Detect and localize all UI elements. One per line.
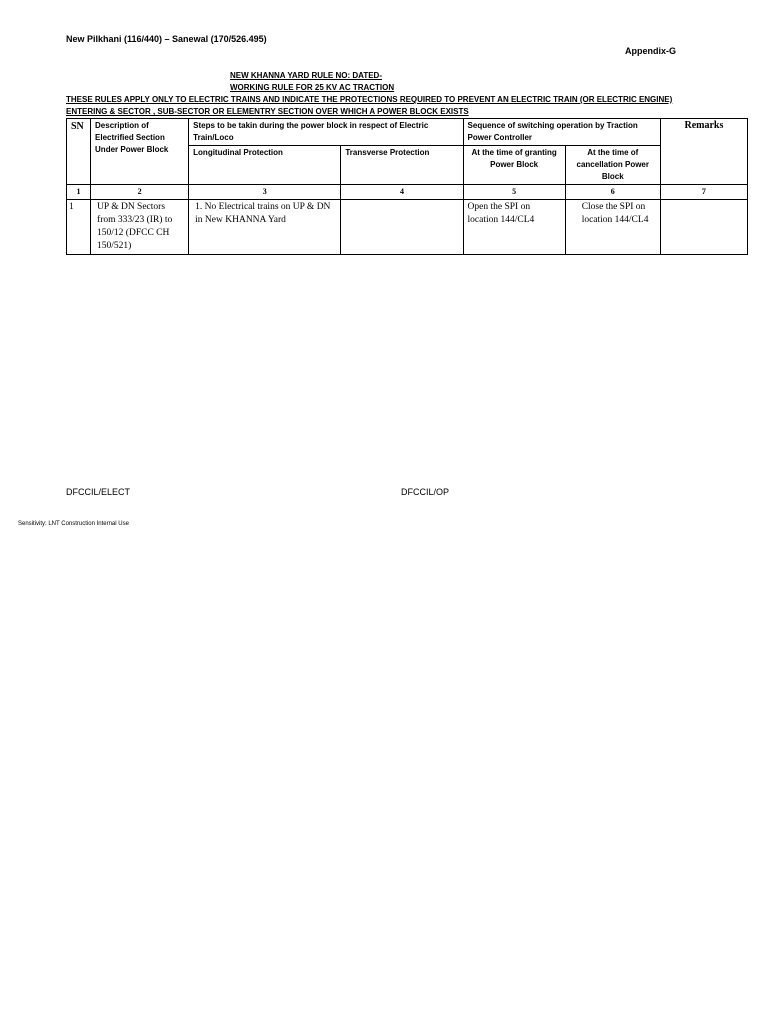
document-header-route: New Pilkhani (116/440) – Sanewal (170/526.495) [66,34,267,44]
yard-rule-title: NEW KHANNA YARD RULE NO: DATED- [230,71,382,80]
column-number: 7 [660,185,747,200]
header-transverse: Transverse Protection [341,146,463,185]
appendix-label: Appendix-G [625,46,676,56]
column-number-row [67,185,748,200]
row-description: UP & DN Sectors from 333/23 (IR) to 150/12 (DFCC CH 150/521) [91,200,189,255]
power-block-table [66,118,748,255]
rules-scope-line-1: THESE RULES APPLY ONLY TO ELECTRIC TRAINS AND INDICATE THE PROTECTIONS REQUIRED TO PREVENT AN ELECTRIC TRAIN (OR ELECTRIC ENGINE) [66,95,673,104]
header-description: Description of Electrified Section Under Power Block [91,119,189,185]
header-steps: Steps to be takin during the power block in respect of Electric Train/Loco [189,119,463,146]
working-rule-title: WORKING RULE FOR 25 KV AC TRACTION [230,83,395,92]
header-granting: At the time of granting Power Block [463,146,565,185]
column-number: 1 [67,185,91,200]
row-cancellation: Close the SPI on location 144/CL4 [565,200,660,255]
table-header-row-1 [67,119,748,146]
column-number: 4 [341,185,463,200]
header-longitudinal: Longitudinal Protection [189,146,341,185]
header-sn: SN [67,119,91,185]
row-transverse [341,200,463,255]
header-cancellation: At the time of cancellation Power Block [565,146,660,185]
sensitivity-label: Sensitivity: LNT Construction Internal Use [18,521,129,527]
column-number: 5 [463,185,565,200]
table-row [67,200,748,255]
row-longitudinal: 1. No Electrical trains on UP & DN in New KHANNA Yard [189,200,341,255]
signature-elect: DFCCIL/ELECT [66,487,131,497]
signature-op: DFCCIL/OP [401,487,450,497]
rules-scope-line-2: ENTERING & SECTOR , SUB-SECTOR OR ELEMENTRY SECTION OVER WHICH A POWER BLOCK EXISTS [66,107,469,116]
header-remarks: Remarks [660,119,747,185]
row-sn: 1 [67,200,91,255]
row-remarks [660,200,747,255]
row-granting: Open the SPI on location 144/CL4 [463,200,565,255]
column-number: 2 [91,185,189,200]
column-number: 6 [565,185,660,200]
column-number: 3 [189,185,341,200]
header-sequence: Sequence of switching operation by Traction Power Controller [463,119,660,146]
